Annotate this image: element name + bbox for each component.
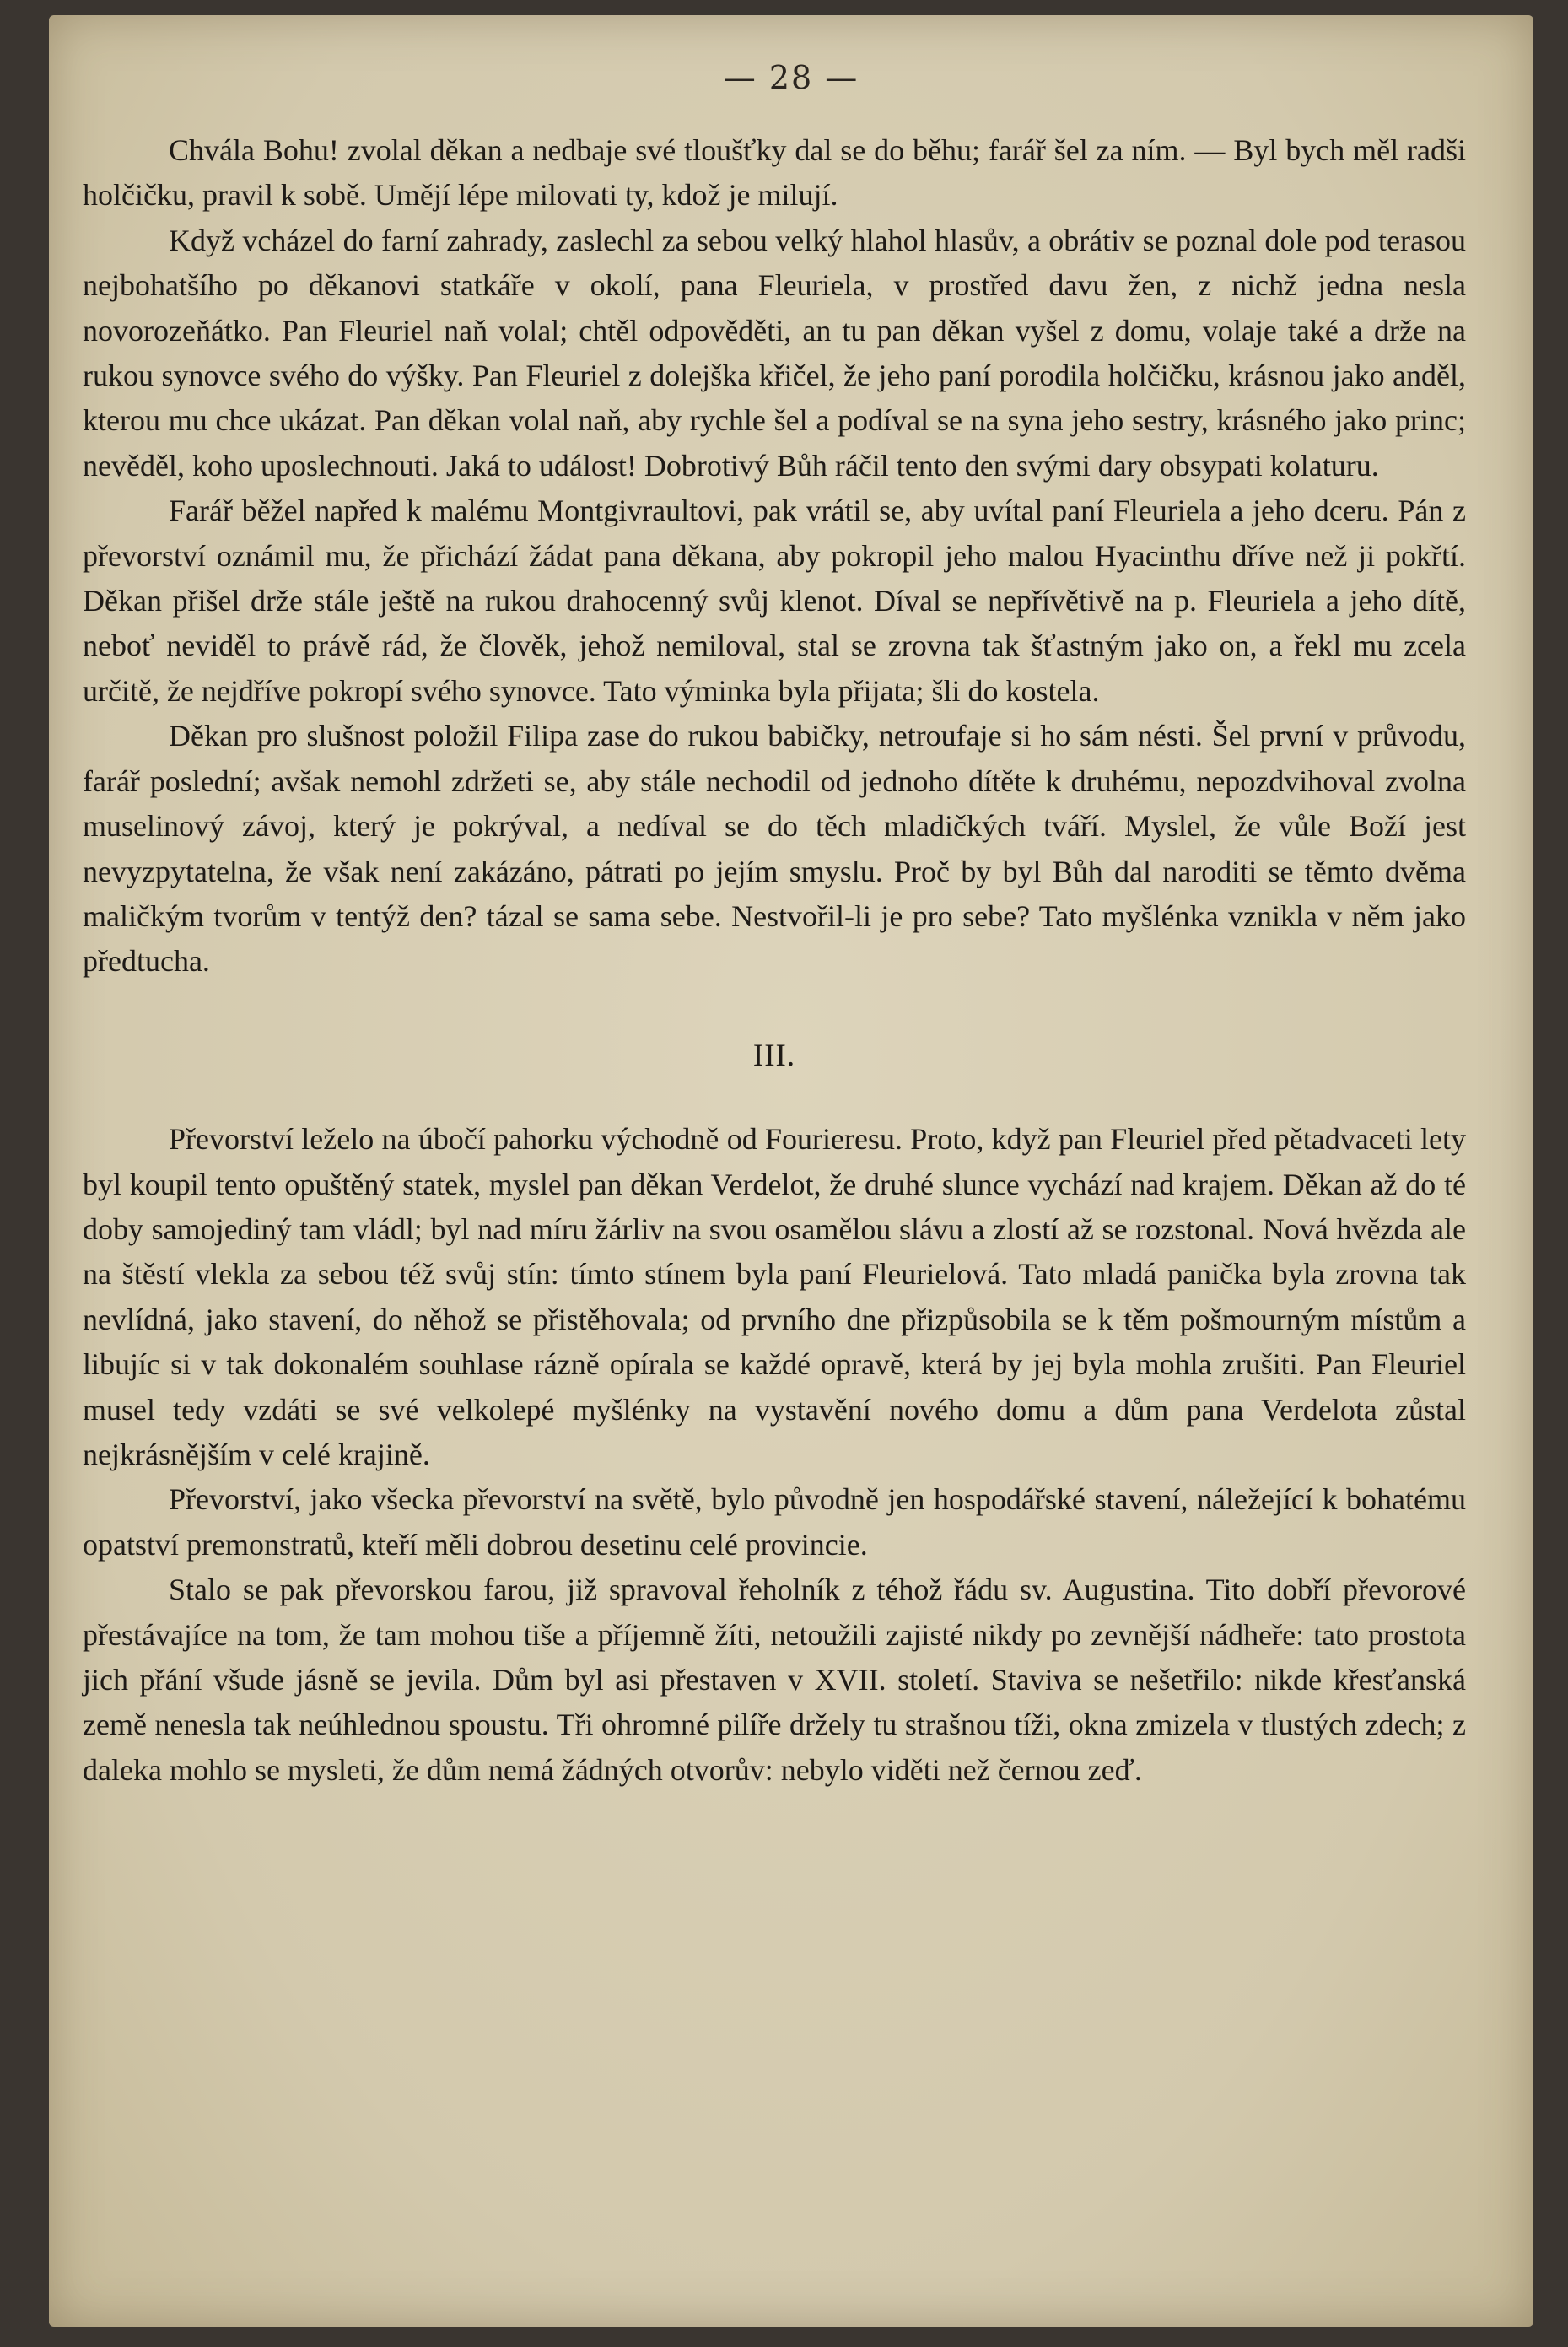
page-number: — 28 — [723,59,859,96]
paragraph: Převorství, jako všecka převorství na světě, bylo původně jen hospodářské stavení, náležející k bohatému opatství premonstratů, kteří měli dobrou desetinu celé provincie. [83,1482,1466,1562]
paragraph: Když vcházel do farní zahrady, zaslechl za sebou velký hlahol hlasův, a obrátiv se poznal dole pod terasou nejbohatšího po děkanovi statkáře v okolí, pana Fleuriela, v prostřed davu žen, z nichž jedna nesla novorozeňátko. Pan Fleuriel naň volal; chtěl odpověděti, an tu pan děkan vyšel z domu, volaje také a drže na rukou synovce svého do výšky. Pan Fleuriel z dolejška křičel, že jeho paní porodila holčičku, krásnou jako anděl, kterou mu chce ukázat. Pan děkan volal naň, aby rychle šel a podíval se na syna jeho sestry, krásného jako princ; nevěděl, koho uposlechnouti. Jaká to událost! Dobrotivý Bůh ráčil tento den svými dary obsypati kolaturu. [83,223,1466,483]
section-heading: III. [752,1038,796,1073]
paragraph: Převorství leželo na úbočí pahorku východně od Fourieresu. Proto, když pan Fleuriel před pětadvaceti lety byl koupil tento opuštěný statek, myslel pan děkan Verdelot, že druhé slunce vychází nad krajem. Děkan až do té doby samojediný tam vládl; byl nad míru žárliv na svou osamělou slávu a zlostí až se rozstonal. Nová hvězda ale na štěstí vlekla za sebou též svůj stín: tímto stínem byla paní Fleurielová. Tato mladá panička byla zrovna tak nevlídná, jako stavení, do něhož se přistěhovala; od prvního dne přizpůsobila se k těm pošmourným místům a libujíc si v tak dokonalém souhlase rázně opírala se každé opravě, která by jej byla mohla zrušiti. Pan Fleuriel musel tedy vzdáti se své velkolepé myšlénky na vystavění nového domu a dům pana Verdelota zůstal nejkrásnějším v celé krajině. [83,1122,1466,1471]
paragraph: Stalo se pak převorskou farou, již spravoval řeholník z téhož řádu sv. Augustina. Tito dobří převorové přestávajíce na tom, že tam mohou tiše a příjemně žíti, netoužili zajisté nikdy po zevnější nádheře: tato prostota jich přání všude jásně se jevila. Dům byl asi přestaven v XVII. století. Staviva se nešetřilo: nikde křesťanská země nenesla tak neúhlednou spoustu. Tři ohromné pilíře držely tu strašnou tíži, okna zmizela v tlustých zdech; z daleka mohlo se mysleti, že dům nemá žádných otvorův: nebylo viděti než černou zeď. [83,1573,1466,1787]
book-page [49,15,1533,2327]
paragraph: Děkan pro slušnost položil Filipa zase do rukou babičky, netroufaje si ho sám nésti. Šel první v průvodu, farář poslední; avšak nemohl zdržeti se, aby stále nechodil od jednoho dítěte k druhému, nepozdvihoval zvolna muselinový závoj, který je pokrýval, a nedíval se do těch mladičkých tváří. Myslel, že vůle Boží jest nevyzpytatelna, že však není zakázáno, pátrati po jejím smyslu. Proč by byl Bůh dal naroditi se těmto dvěma maličkým tvorům v tentýž den? tázal se sama sebe. Nestvořil-li je pro sebe? Tato myšlénka vznikla v něm jako předtucha. [83,719,1466,979]
page-text [83,128,1466,1793]
paragraph: Farář běžel napřed k malému Montgivraultovi, pak vrátil se, aby uvítal paní Fleuriela a jeho dceru. Pán z převorství oznámil mu, že přichází žádat pana děkana, aby pokropil jeho malou Hyacinthu dříve než ji pokřtí. Děkan přišel drže stále ještě na rukou drahocenný svůj klenot. Díval se nepřívětivě na p. Fleuriela a jeho dítě, neboť neviděl to právě rád, že člověk, jehož nemiloval, stal se zrovna tak šťastným jako on, a řekl mu zcela určitě, že nejdříve pokropí svého synovce. Tato výminka byla přijata; šli do kostela. [83,494,1466,708]
paragraph: Chvála Bohu! zvolal děkan a nedbaje své tloušťky dal se do běhu; farář šel za ním. — Byl bych měl radši holčičku, pravil k sobě. Umějí lépe milovati ty, kdož je milují. [83,133,1466,213]
